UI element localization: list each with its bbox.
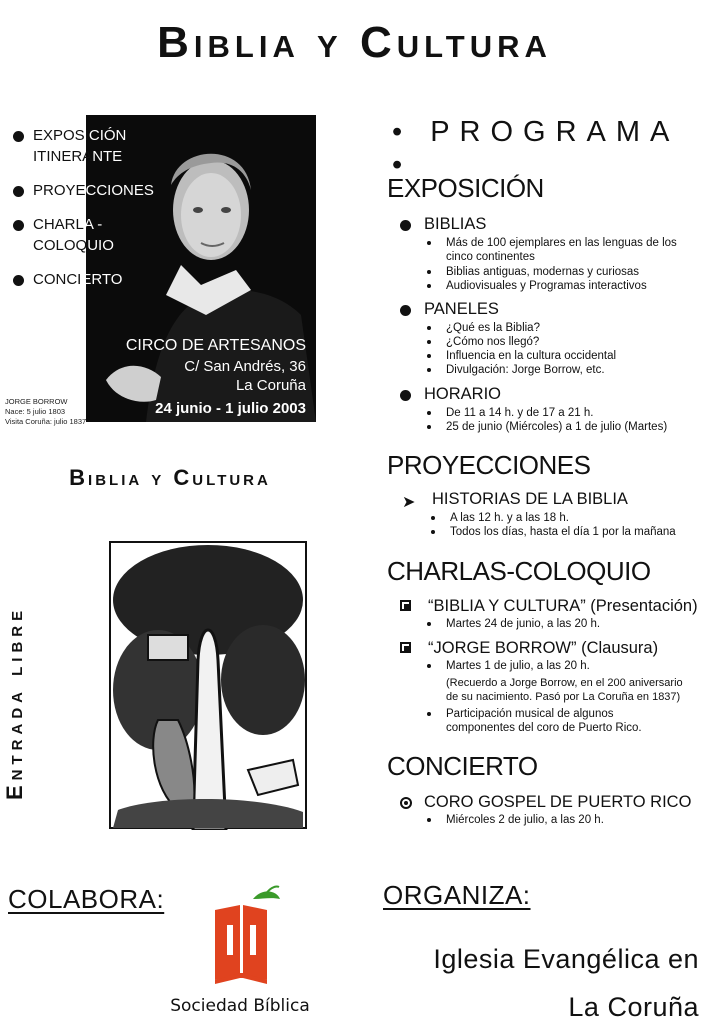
list-item xyxy=(431,525,676,539)
list-item xyxy=(427,279,697,293)
sociedad-biblica-logo xyxy=(205,885,285,985)
section-exposicion-heading: EXPOSICIÓN xyxy=(387,173,544,203)
list-item xyxy=(427,236,697,264)
talk1-item xyxy=(400,597,698,616)
section-charlas-heading: CHARLAS-COLOQUIO xyxy=(387,556,651,586)
biblias-label: BIBLIAS xyxy=(424,215,487,233)
dot-icon xyxy=(431,516,435,520)
list-item-text: Audiovisuales y Programas interactivos xyxy=(446,280,647,292)
dot-icon xyxy=(427,284,431,288)
sidebar-item-concierto xyxy=(13,269,122,290)
biblias-item xyxy=(400,215,486,234)
square-bullet-icon xyxy=(400,642,411,653)
organizer-name xyxy=(433,935,699,1031)
organizer-line2: La Coruña xyxy=(568,992,699,1022)
dot-icon xyxy=(427,340,431,344)
list-item-text: ¿Cómo nos llegó? xyxy=(446,336,540,348)
list-item xyxy=(431,511,569,525)
historias-label: HISTORIAS DE LA BIBLIA xyxy=(432,490,628,508)
bullet-icon xyxy=(13,131,24,142)
list-item-text: ¿Qué es la Biblia? xyxy=(446,322,540,334)
list-item xyxy=(427,813,604,827)
programa-title: • PROGRAMA • xyxy=(392,116,678,181)
organiza-label: ORGANIZA: xyxy=(383,880,531,910)
list-item xyxy=(427,617,600,631)
target-bullet-icon xyxy=(400,797,412,809)
bullet-icon xyxy=(13,186,24,197)
bullet-icon xyxy=(13,275,24,286)
list-item-text: De 11 a 14 h. y de 17 a 21 h. xyxy=(446,407,594,419)
bullet-icon xyxy=(400,220,411,231)
list-item-text: Martes 1 de julio, a las 20 h. xyxy=(446,660,590,672)
talk1-label: “BIBLIA Y CULTURA” (Presentación) xyxy=(428,597,698,615)
dot-icon xyxy=(427,818,431,822)
bullet-icon xyxy=(13,220,24,231)
dot-icon xyxy=(427,622,431,626)
dot-icon xyxy=(427,241,431,245)
caption-born: Nace: 5 julio 1803 xyxy=(5,407,66,416)
list-item-text: Influencia en la cultura occidental xyxy=(446,350,617,362)
dot-icon xyxy=(427,664,431,668)
venue-city: La Coruña xyxy=(235,377,306,394)
list-item xyxy=(427,363,605,377)
talk2-label: “JORGE BORROW” (Clausura) xyxy=(428,639,659,657)
dot-icon xyxy=(427,411,431,415)
dot-icon xyxy=(427,354,431,358)
venue-name: CIRCO DE ARTESANOS xyxy=(125,337,306,354)
paneles-label: PANELES xyxy=(424,300,499,318)
arrow-right-icon: ➤ xyxy=(402,494,416,511)
dot-icon xyxy=(427,425,431,429)
organizer-line1: Iglesia Evangélica en xyxy=(433,944,699,974)
horario-item xyxy=(400,385,501,404)
list-item-text: Miércoles 2 de julio, a las 20 h. xyxy=(446,814,604,826)
list-item-text: Divulgación: Jorge Borrow, etc. xyxy=(446,364,605,376)
talk2-note-line2 xyxy=(427,690,680,704)
list-item xyxy=(427,406,593,420)
sidebar-item-charla xyxy=(13,214,114,256)
list-item-text: Participación musical de algunos componentes del coro de Puerto Rico. xyxy=(446,708,642,734)
caption-visit: Visita Coruña: julio 1837 xyxy=(5,417,87,426)
portrait-caption xyxy=(5,397,86,427)
list-item-text: 25 de junio (Miércoles) a 1 de julio (Martes) xyxy=(446,421,668,433)
sidebar-item-proyecciones xyxy=(13,180,154,201)
list-item xyxy=(427,335,539,349)
note-text: de su nacimiento. Pasó por La Coruña en 1837) xyxy=(446,691,681,703)
dot-icon xyxy=(427,712,431,716)
sponsor-name: Sociedad Bíblica xyxy=(170,996,310,1016)
sidebar-item-line1: CHARLA - xyxy=(33,216,103,233)
page-title: Biblia y Cultura xyxy=(157,18,552,67)
section-concierto-heading: CONCIERTO xyxy=(387,751,538,781)
sidebar-item-exposicion xyxy=(13,125,126,167)
dot-icon xyxy=(431,530,435,534)
coro-label: CORO GOSPEL DE PUERTO RICO xyxy=(424,793,692,811)
event-dates: 24 junio - 1 julio 2003 xyxy=(155,400,306,417)
dot-icon xyxy=(427,368,431,372)
list-item xyxy=(427,349,616,363)
bullet-icon xyxy=(400,390,411,401)
square-bullet-icon xyxy=(400,600,411,611)
caption-name: JORGE BORROW xyxy=(5,397,68,406)
dot-icon xyxy=(427,270,431,274)
sidebar-item-line2: COLOQUIO xyxy=(33,237,114,254)
list-item-text: Todos los días, hasta el día 1 por la mañana xyxy=(450,526,676,538)
subtitle: Biblia y Cultura xyxy=(69,465,271,490)
section-proyecciones-heading: PROYECCIONES xyxy=(387,450,591,480)
list-item-text: Biblias antiguas, modernas y curiosas xyxy=(446,266,640,278)
bullet-icon xyxy=(400,305,411,316)
entrada-libre-label: Entrada libre xyxy=(2,605,27,800)
dot-icon xyxy=(427,326,431,330)
sidebar-item-line1: EXPOSICIÓN xyxy=(33,127,127,144)
talk2-note-line1 xyxy=(427,676,683,690)
paneles-item xyxy=(400,300,499,319)
list-item-text: Más de 100 ejemplares en las lenguas de los cinco continentes xyxy=(446,237,677,263)
list-item xyxy=(427,420,667,434)
tree-engraving-image xyxy=(108,540,308,830)
talk2-item xyxy=(400,639,658,658)
list-item-text: Martes 24 de junio, a las 20 h. xyxy=(446,618,601,630)
sidebar-item-label: CONCIERTO xyxy=(33,271,123,288)
list-item xyxy=(427,707,677,735)
list-item xyxy=(427,265,697,279)
note-text: (Recuerdo a Jorge Borrow, en el 200 aniversario xyxy=(446,677,683,689)
venue-street: C/ San Andrés, 36 xyxy=(184,358,306,375)
coro-item xyxy=(400,793,691,812)
historias-item xyxy=(402,490,628,509)
colabora-label: COLABORA: xyxy=(8,884,165,914)
sidebar-item-label: PROYECCIONES xyxy=(33,182,154,199)
sidebar-item-line2: ITINERANTE xyxy=(33,148,123,165)
horario-label: HORARIO xyxy=(424,385,502,403)
list-item xyxy=(427,321,540,335)
list-item-text: A las 12 h. y a las 18 h. xyxy=(450,512,569,524)
list-item xyxy=(427,659,590,673)
